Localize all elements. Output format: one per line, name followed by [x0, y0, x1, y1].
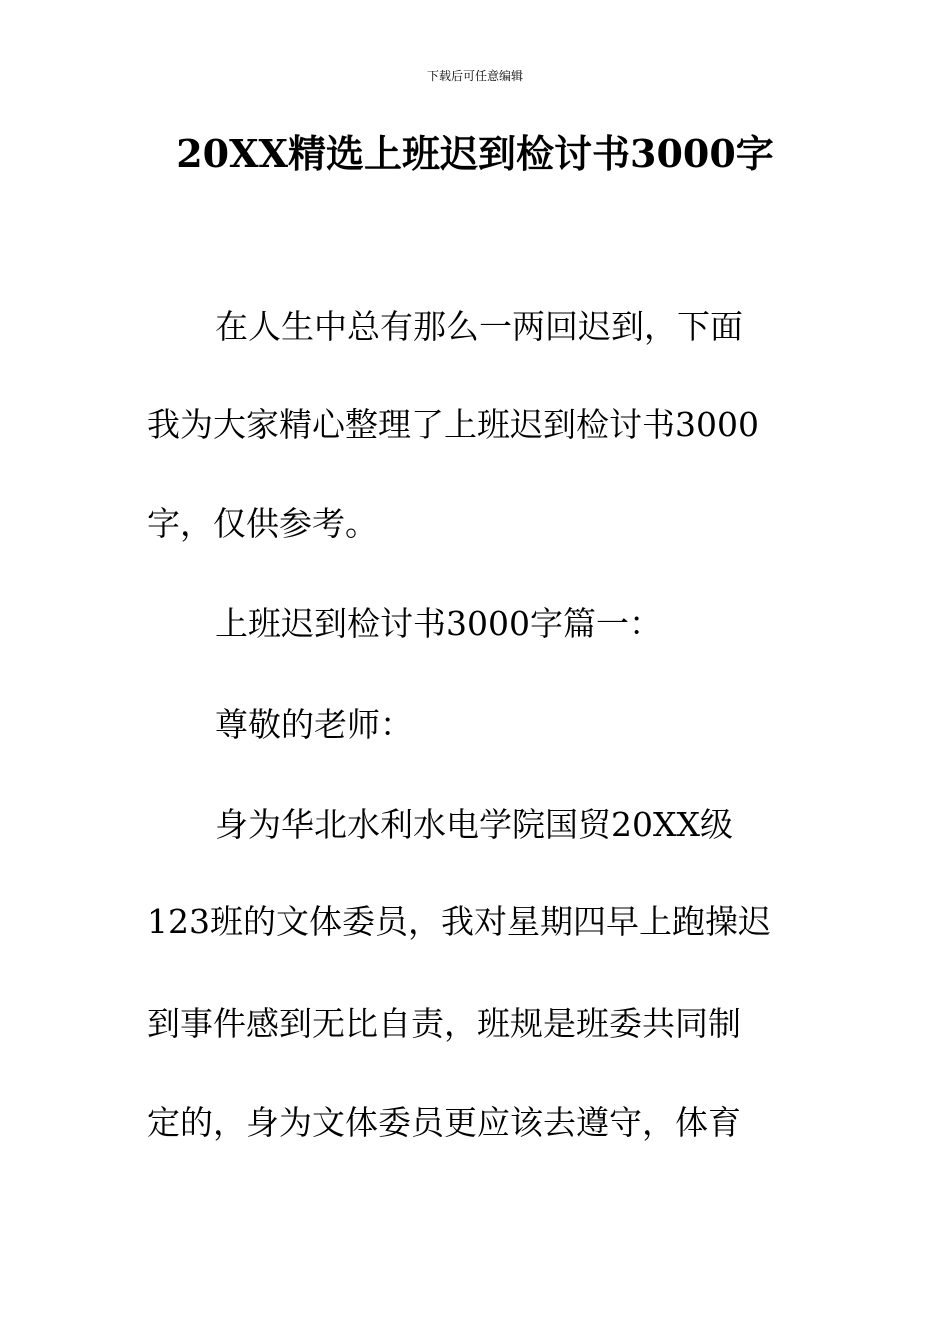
body-line: 我为大家精心整理了上班迟到检讨书3000: [147, 405, 759, 444]
header-note: 下载后可任意编辑: [426, 69, 523, 83]
body-line: 123班的文体委员，我对星期四早上跑操迟: [147, 902, 771, 941]
body-line: 定的，身为文体委员更应该去遵守，体育: [147, 1103, 741, 1142]
body-line: 尊敬的老师：: [215, 705, 413, 744]
body-line: 字，仅供参考。: [147, 504, 378, 543]
document-title: 20XX精选上班迟到检讨书3000字: [176, 131, 774, 176]
body-line: 在人生中总有那么一两回迟到，下面: [215, 307, 743, 346]
body-line: 上班迟到检讨书3000字篇一：: [215, 604, 662, 643]
body-line: 身为华北水利水电学院国贸20XX级: [215, 805, 733, 844]
body-line: 到事件感到无比自责，班规是班委共同制: [147, 1004, 741, 1043]
